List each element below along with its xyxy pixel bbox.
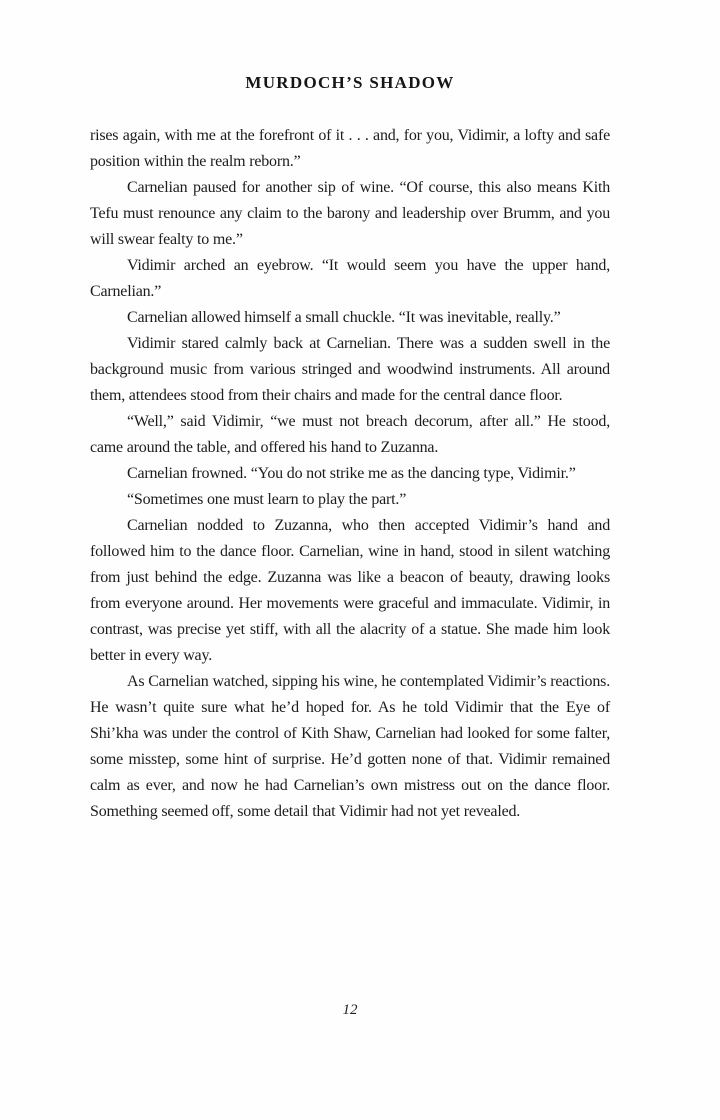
paragraph: “Sometimes one must learn to play the part.” — [127, 491, 407, 508]
paragraph: Vidimir arched an eyebrow. “It would seem you have the upper hand, Carnelian.” — [90, 257, 610, 300]
paragraph: As Carnelian watched, sipping his wine, he contemplated Vidimir’s reactions. He wasn’t quite sure what he’d hoped for. As he told Vidimir that the Eye of Shi’kha was under the control of Kith Shaw, Carnelian had looked for some falter, some misstep, some hint of surprise. He’d gotten none of that. Vidimir remained calm as ever, and now he had Carnelian’s own mistress out on the dance floor. Something seemed off, some detail that Vidimir had not yet revealed. — [90, 673, 610, 820]
body-text — [90, 123, 610, 825]
paragraph: Carnelian frowned. “You do not strike me as the dancing type, Vidimir.” — [127, 465, 576, 482]
running-header: MURDOCH’S SHADOW — [245, 73, 455, 92]
paragraph: Vidimir stared calmly back at Carnelian. There was a sudden swell in the background music from various stringed and woodwind instruments. All around them, attendees stood from their chairs and made for the central dance floor. — [90, 335, 610, 404]
paragraph: Carnelian paused for another sip of wine. “Of course, this also means Kith Tefu must renounce any claim to the barony and leadership over Brumm, and you will swear fealty to me.” — [90, 179, 610, 248]
paragraph: rises again, with me at the forefront of it . . . and, for you, Vidimir, a lofty and safe position within the realm reborn.” — [90, 127, 610, 170]
paragraph: Carnelian allowed himself a small chuckle. “It was inevitable, really.” — [127, 309, 561, 326]
paragraph: “Well,” said Vidimir, “we must not breach decorum, after all.” He stood, came around the table, and offered his hand to Zuzanna. — [90, 413, 610, 456]
paragraph: Carnelian nodded to Zuzanna, who then accepted Vidimir’s hand and followed him to the dance floor. Carnelian, wine in hand, stood in silent watching from just behind the edge. Zuzanna was like a beacon of beauty, drawing looks from everyone around. Her movements were graceful and immaculate. Vidimir, in contrast, was precise yet stiff, with all the alacrity of a statue. She made him look better in every way. — [90, 517, 610, 664]
page-number: 12 — [342, 1002, 358, 1018]
